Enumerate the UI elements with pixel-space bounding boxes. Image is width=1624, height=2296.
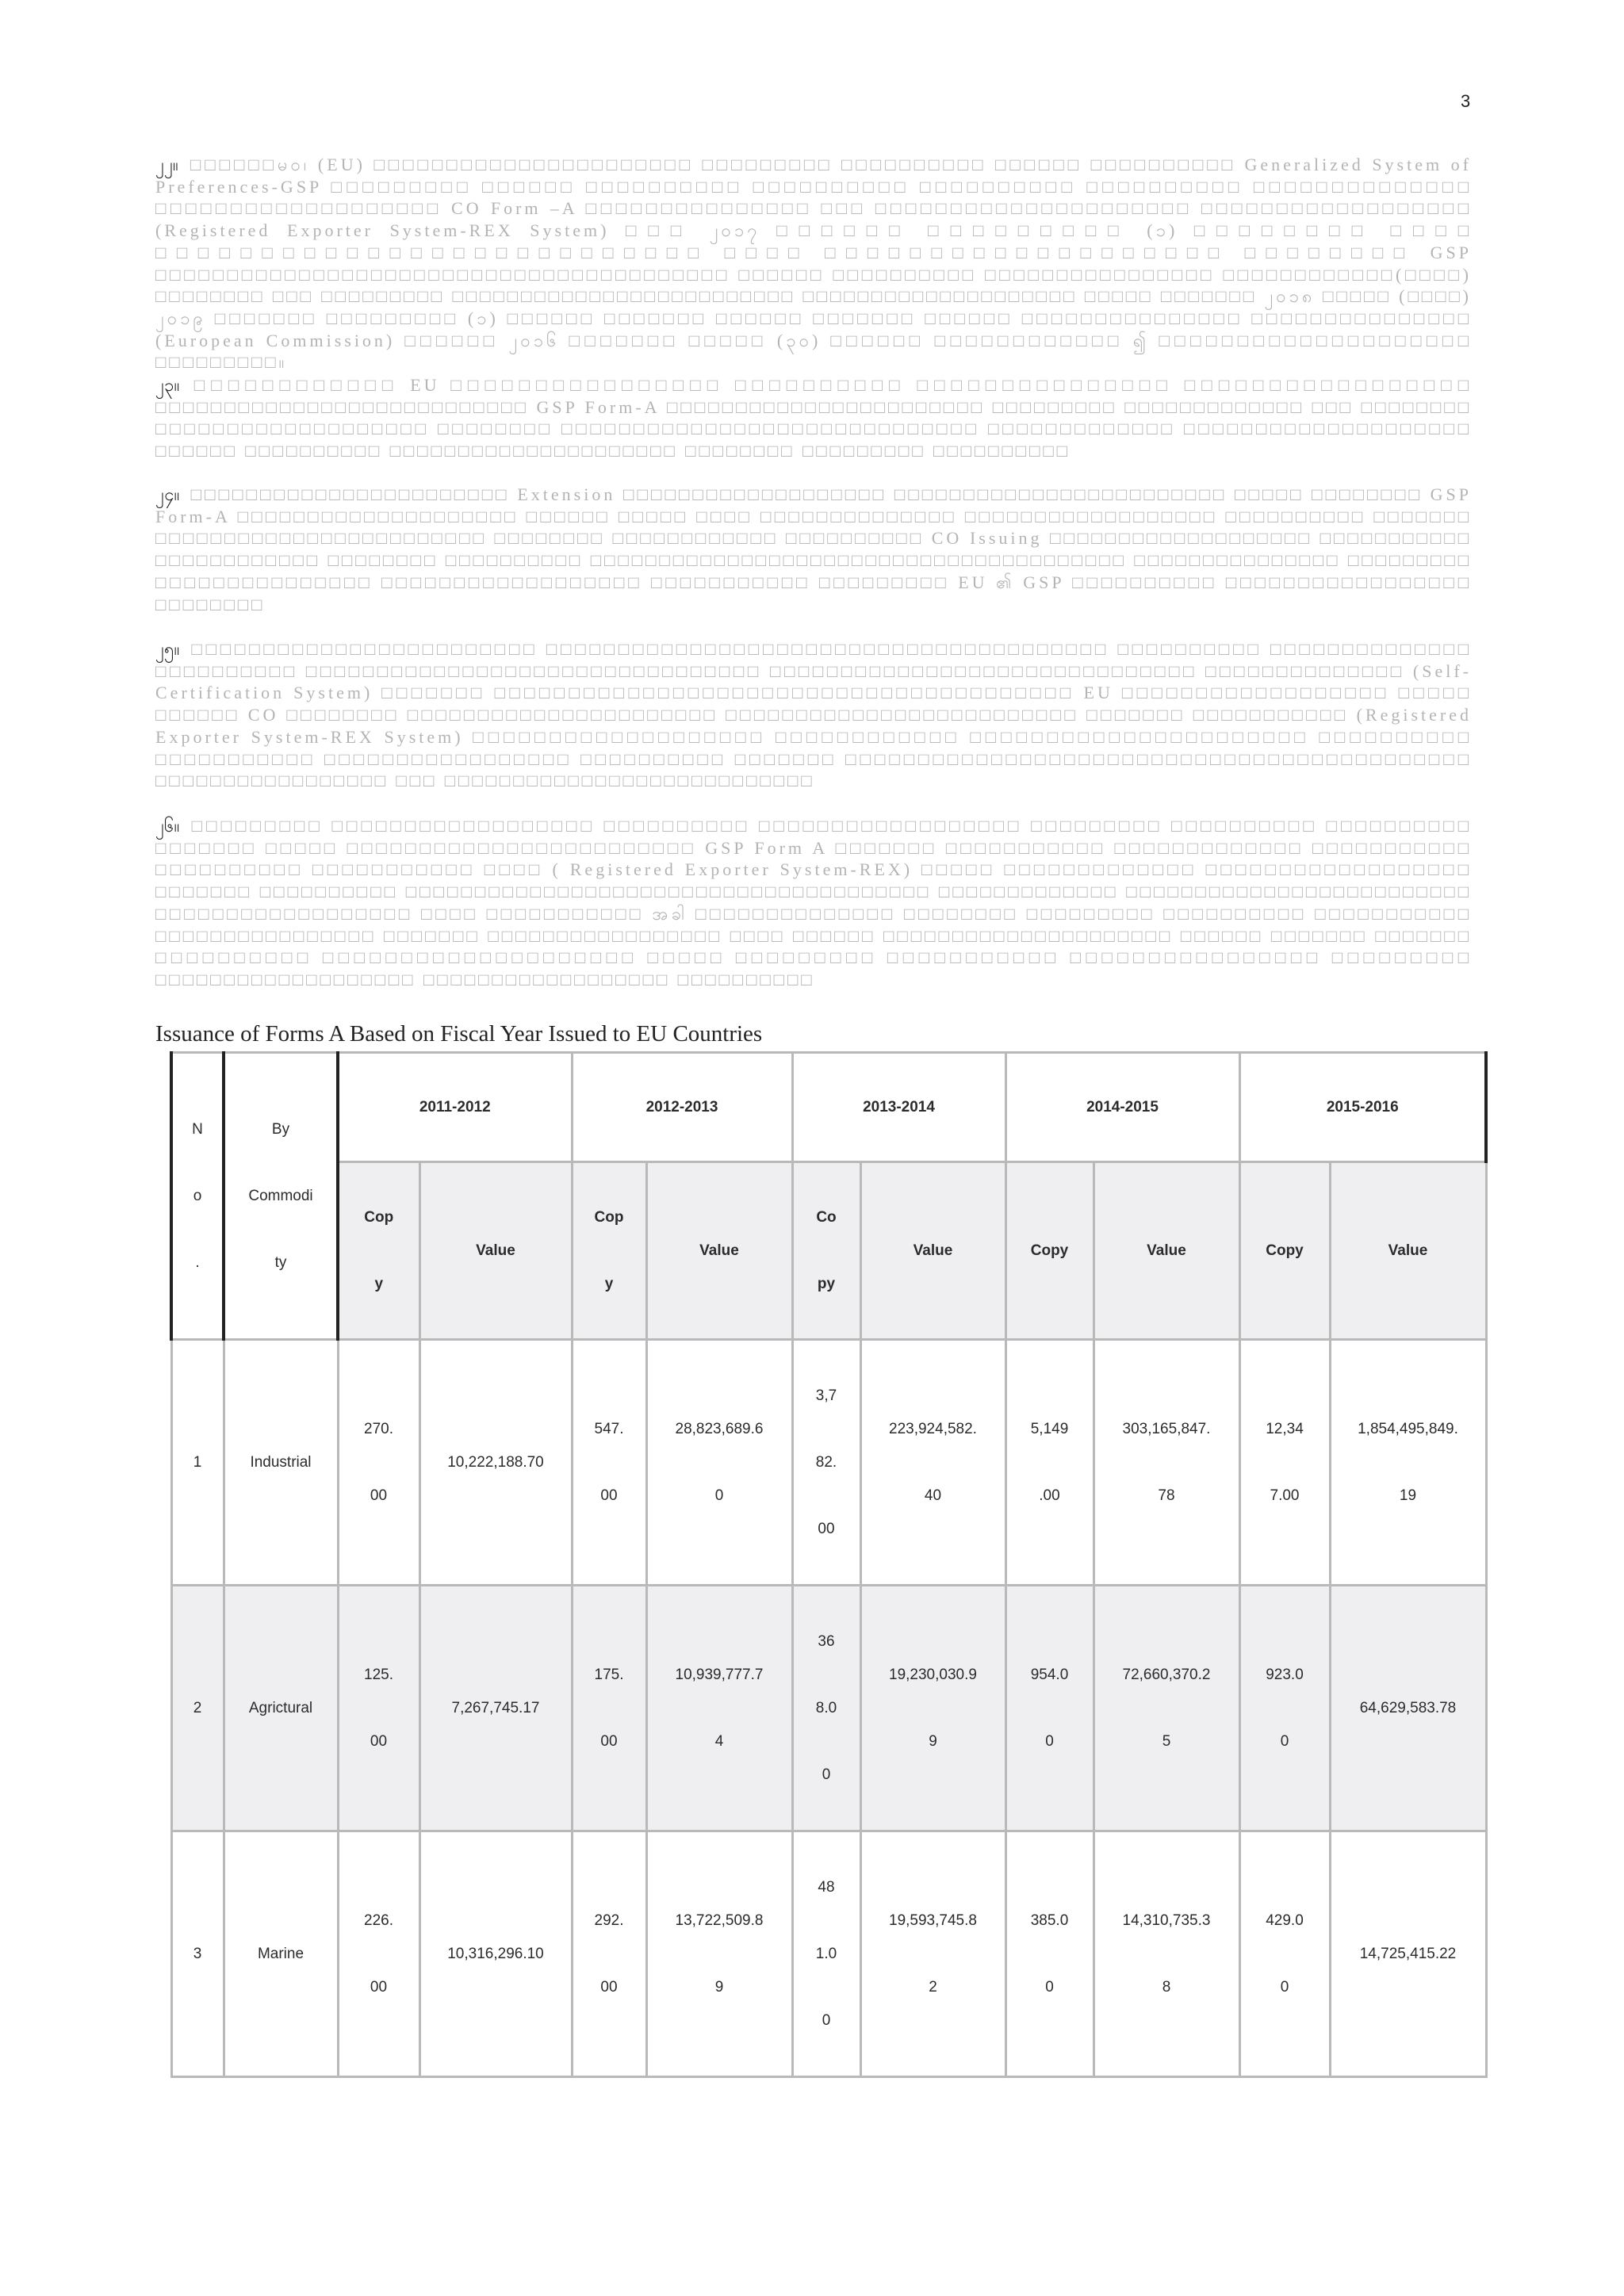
cell-line: 1,854,495,849. — [1358, 1420, 1458, 1437]
cell-line: 78 — [1158, 1487, 1175, 1504]
cell-line: 00 — [370, 1978, 388, 1996]
value-cell — [860, 1340, 1005, 1586]
cell-line: 8 — [1162, 1978, 1171, 1996]
header-line: Cop — [364, 1208, 394, 1226]
cell-line: 292. — [594, 1911, 624, 1929]
copy-cell — [338, 1831, 419, 2077]
paragraph-number: ၂၆။ — [155, 816, 180, 836]
cell-line: 8.0 — [815, 1699, 837, 1716]
copy-header — [338, 1162, 419, 1340]
cell-line: 0 — [822, 2011, 831, 2029]
copy-cell — [338, 1586, 419, 1831]
col-no-header — [171, 1053, 224, 1340]
copy-header — [792, 1162, 860, 1340]
value-cell: 7,267,745.17 — [419, 1586, 572, 1831]
paragraph-26 — [155, 815, 1472, 991]
value-cell: 10,316,296.10 — [419, 1831, 572, 2077]
value-cell — [1094, 1340, 1239, 1586]
header-line: Cop — [594, 1208, 624, 1226]
copy-cell — [572, 1340, 646, 1586]
header-line: o — [193, 1187, 202, 1204]
col-commodity-header — [224, 1053, 338, 1340]
cell-line: 175. — [594, 1666, 624, 1683]
value-cell — [1094, 1586, 1239, 1831]
cell-line: 19,230,030.9 — [889, 1666, 977, 1683]
cell-line: 40 — [924, 1487, 942, 1504]
paragraph-24 — [155, 484, 1472, 615]
copy-cell — [338, 1340, 419, 1586]
cell-line: 00 — [370, 1732, 388, 1750]
paragraph-text: □□□□□□□□□□□□ EU □□□□□□□□□□□□□□□□ □□□□□□□□□□ □□□□□□□□□□□□□□□ □□□□□□□□□□□□□□□□□ □□□□□□□□□□□□□□□□□□□□□□□□□□□ GSP Form-A □□□□□□□□□□□□□□□□□□□□□□□ □□□□□□□□□ □□□□□□□□□□□□□ □□□ □□□□□□□□ □□□□□□□□□□□□□□□□□□□ □□□□□□□□ □□□□□□□□□□□□□□□□□□□□□□□□□□□□□ □□□□□□□□□□□□□ □□□□□□□□□□□□□□□□□□□□ □□□□□□ □□□□□□□□□□ □□□□□□□□□□□□□□□□□□□□□ □□□□□□□□ □□□□□□□□□ □□□□□□□□□□ — [155, 375, 1472, 461]
cell-line: 12,34 — [1266, 1420, 1304, 1437]
cell-line: 19,593,745.8 — [889, 1911, 977, 1929]
cell-line: 00 — [600, 1978, 618, 1996]
copy-header — [572, 1162, 646, 1340]
commodity-cell: Agrictural — [224, 1586, 338, 1831]
value-cell — [646, 1586, 792, 1831]
cell-line: 923.0 — [1266, 1666, 1304, 1683]
header-line: y — [604, 1275, 614, 1292]
cell-line: 00 — [600, 1487, 618, 1504]
cell-line: 72,660,370.2 — [1122, 1666, 1211, 1683]
cell-line: 28,823,689.6 — [675, 1420, 764, 1437]
cell-line: .00 — [1039, 1487, 1060, 1504]
cell-line: 0 — [822, 1766, 831, 1783]
header-line: Co — [816, 1208, 837, 1226]
cell-line: 5 — [1162, 1732, 1171, 1750]
copy-cell — [1005, 1831, 1094, 2077]
cell-line: 3,7 — [815, 1387, 837, 1404]
year-header: 2012-2013 — [572, 1053, 792, 1162]
cell-line: 5,149 — [1030, 1420, 1069, 1437]
cell-line: 429.0 — [1266, 1911, 1304, 1929]
value-header: Value — [419, 1162, 572, 1340]
commodity-cell: Industrial — [224, 1340, 338, 1586]
row-number: 1 — [171, 1340, 224, 1586]
year-header: 2013-2014 — [792, 1053, 1005, 1162]
cell-line: 48 — [818, 1878, 835, 1896]
cell-line: 1.0 — [815, 1945, 837, 1962]
copy-cell — [572, 1586, 646, 1831]
copy-cell — [1005, 1586, 1094, 1831]
cell-line: 4 — [714, 1732, 724, 1750]
year-header: 2014-2015 — [1005, 1053, 1239, 1162]
paragraph-number: ၂၂။ — [155, 155, 178, 174]
subheader-row — [171, 1162, 1486, 1340]
copy-cell — [572, 1831, 646, 2077]
copy-cell — [792, 1586, 860, 1831]
cell-line: 00 — [818, 1520, 835, 1537]
year-header: 2011-2012 — [338, 1053, 572, 1162]
value-header: Value — [646, 1162, 792, 1340]
copy-cell — [1005, 1340, 1094, 1586]
copy-cell — [792, 1831, 860, 2077]
cell-line: 9 — [929, 1732, 937, 1750]
value-cell — [860, 1586, 1005, 1831]
year-header: 2015-2016 — [1239, 1053, 1486, 1162]
table-caption: Issuance of Forms A Based on Fiscal Year Issued to EU Countries — [155, 1021, 763, 1047]
copy-header: Copy — [1005, 1162, 1094, 1340]
cell-line: 10,939,777.7 — [675, 1666, 764, 1683]
cell-line: 954.0 — [1030, 1666, 1069, 1683]
commodity-cell: Marine — [224, 1831, 338, 2077]
copy-cell — [792, 1340, 860, 1586]
value-cell — [860, 1831, 1005, 2077]
header-line: By — [271, 1120, 290, 1138]
cell-line: 9 — [714, 1978, 724, 1996]
cell-line: 36 — [818, 1632, 835, 1650]
paragraph-23 — [155, 374, 1472, 462]
paragraph-text: □□□□□□မ၀၊ (EU) □□□□□□□□□□□□□□□□□□□□□□ □□□□□□□□□ □□□□□□□□□□ □□□□□□ □□□□□□□□□□ Generalized System of Preferences-GSP □□□□□□□□□ □□□□□□ □□□□□□□□□□ □□□□□□□□□□ □□□□□□□□□□ □□□□□□□□□□ □□□□□□□□□□□□□□ □□□□□□□□□□□□□□□□□□□ CO Form –A □□□□□□□□□□□□□□□ □□□ □□□□□□□□□□□□□□□□□□□□□ □□□□□□□□□□□□□□□□□□ (Registered Exporter System-REX System) □□□ ၂၀၁၇ □□□□□□ □□□□□□□□□ (၁) □□□□□□□□ □□□□ □□□□□□□□□□□□□□□□□□□□□□□□□□ □□□□ □□□□□□□□□□□□□□□□□□□ □□□□□□□□ GSP □□□□□□□□□□□□□□□□□□□□□□□□□□□□□□□□□□□□□□□□ □□□□□□ □□□□□□□□□□ □□□□□□□□□□□□□□□□ □□□□□□□□□□□□(□□□□) □□□□□□□□ □□□ □□□□□□□□□ □□□□□□□□□□□□□□□□□□□□□□□□□ □□□□□□□□□□□□□□□□□□□□ □□□□□ □□□□□□□ ၂၀၁၈ □□□□□ (□□□□) ၂၀၁၉ □□□□□□□ □□□□□□□□□ (၁) □□□□□□ □□□□□□□ □□□□□□ □□□□□□□ □□□□□□ □□□□□□□□□□□□□□□ □□□□□□□□□□□□□□□ (European Commission) □□□□□□ ၂၀၁၆ □□□□□□□ □□□□□ (၃၀) □□□□□□ □□□□□□□□□□□□ ၍ □□□□□□□□□□□□□□□□□□□□ □□□□□□□□□။ — [155, 155, 1472, 373]
cell-line: 14,310,735.3 — [1122, 1911, 1211, 1929]
value-header: Value — [1094, 1162, 1239, 1340]
cell-line: 0 — [1280, 1978, 1289, 1996]
cell-line: 125. — [364, 1666, 393, 1683]
value-cell: 64,629,583.78 — [1330, 1586, 1486, 1831]
copy-cell — [1239, 1586, 1330, 1831]
paragraph-number: ၂၄။ — [155, 484, 180, 504]
paragraph-text: □□□□□□□□□□□□□□□□□□□□□□□ Extension □□□□□□□□□□□□□□□□□□□ □□□□□□□□□□□□□□□□□□□□□□□□ □□□□□ □□□□□□□□ GSP Form-A □□□□□□□□□□□□□□□□□□□□ □□□□□□ □□□□□ □□□□ □□□□□□□□□□□□□□ □□□□□□□□□□□□□□□□□□ □□□□□□□□□□ □□□□□□□ □□□□□□□□□□□□□□□□□□□□□□□□ □□□□□□□□ □□□□□□□□□□□□ □□□□□□□□□□ CO Issuing □□□□□□□□□□□□□□□□□□□ □□□□□□□□□□□ □□□□□□□□□□□□ □□□□□□□□ □□□□□□□□□□ □□□□□□□□□□□□□□□□□□□□□□□□□□□□□□□□□□□□□□□ □□□□□□□□□□□□□□□ □□□□□□□□□ □□□□□□□□□□□□□□□ □□□□□□□□□□□□□□□□□□ □□□□□□□□□□□ □□□□□□□□□ EU ၏ GSP □□□□□□□□□□ □□□□□□□□□□□□□□□□□ □□□□□□□□ — [155, 484, 1472, 614]
table-row — [171, 1340, 1486, 1586]
value-cell — [646, 1831, 792, 2077]
cell-line: 0 — [1280, 1732, 1289, 1750]
cell-line: 385.0 — [1030, 1911, 1069, 1929]
paragraph-text: □□□□□□□□□ □□□□□□□□□□□□□□□□□□ □□□□□□□□□□ □□□□□□□□□□□□□□□□□□ □□□□□□□□□ □□□□□□□□□□ □□□□□□□□□□ □□□□□□□ □□□□□ □□□□□□□□□□□□□□□□□□□□□□□□ GSP Form A □□□□□□□ □□□□□□□□□□□ □□□□□□□□□□□□□ □□□□□□□□□□□ □□□□□□□□□□ □□□□□□□□□□□ □□□□ ( Registered Exporter System-REX) □□□□□ □□□□□□□□□□□□□ □□□□□□□□□□□□□□□□□□ □□□□□□□ □□□□□□□□□□ □□□□□□□□□□□□□□□□□□□□□□□□□□□□□□□□□□□□□□ □□□□□□□□□□□□□ □□□□□□□□□□□□□□□□□□□□□□□□□ □□□□□□□□□□□□□□□□□□ □□□□ □□□□□□□□□□□ အခါ □□□□□□□□□□□□□□ □□□□□□□□ □□□□□□□□□ □□□□□□□□□□ □□□□□□□□□□□ □□□□□□□□□□□□□□□□ □□□□□□□ □□□□□□□□□□□□□□□□□ □□□□ □□□□□□ □□□□□□□□□□□□□□□□□□□□□ □□□□□□ □□□□□□□ □□□□□□□ □□□□□□□□□□ □□□□□□□□□□□□□□□□□□□□ □□□□□ □□□□□□□□□ □□□□□□□□□□□ □□□□□□□□□□□□□□□□ □□□□□□□□□ □□□□□□□□□□□□□□□□□□□ □□□□□□□□□□□□□□□□□□ □□□□□□□□□□ — [155, 816, 1472, 989]
paragraph-text: □□□□□□□□□□□□□□□□□□□□□□□□ □□□□□□□□□□□□□□□□□□□□□□□□□□□□□□□□□□□□□□□ □□□□□□□□□□ □□□□□□□□□□□□□□ □□□□□□□□□□ □□□□□□□□□□□□□□□□□□□□□□□□□□□□□□□□ □□□□□□□□□□□□□□□□□□□□□□□□□□□□□□ □□□□□□□□□□□□□□ (Self-Certification System) □□□□□□□ □□□□□□□□□□□□□□□□□□□□□□□□□□□□□□□□□□□□□□□ EU □□□□□□□□□□□□□□□□□□ □□□□□ □□□□□□ CO □□□□□□□□ □□□□□□□□□□□□□□□□□□□□□□ □□□□□□□□□□□□□□□□□□□□□□□□□ □□□□□□□ □□□□□□□□□□□ (Registered Exporter System-REX System) □□□□□□□□□□□□□□□□□□□ □□□□□□□□□□□□ □□□□□□□□□□□□□□□□□□□□□□ □□□□□□□□□□ □□□□□□□□□□□ □□□□□□□□□□□□□□□□□ □□□□□□□□□□ □□□□□□□ □□□□□□□□□□□□□□□□□□□□□□□□□□□□□□□□□□□□□□□□□□□ □□□□□□□□□□□□□□□□□ □□□ □□□□□□□□□□□□□□□□□□□□□□□□□□□ — [155, 639, 1472, 791]
forms-a-table — [170, 1051, 1488, 2078]
year-header-row — [171, 1053, 1486, 1162]
cell-line: 19 — [1399, 1487, 1417, 1504]
value-header: Value — [860, 1162, 1005, 1340]
row-number: 3 — [171, 1831, 224, 2077]
cell-line: 7.00 — [1270, 1487, 1300, 1504]
table-row — [171, 1586, 1486, 1831]
cell-line: 0 — [1045, 1978, 1054, 1996]
value-cell — [646, 1340, 792, 1586]
paragraph-25 — [155, 638, 1472, 792]
cell-line: 270. — [364, 1420, 393, 1437]
header-line: py — [817, 1275, 836, 1292]
copy-header: Copy — [1239, 1162, 1330, 1340]
cell-line: 223,924,582. — [889, 1420, 977, 1437]
paragraph-22 — [155, 154, 1472, 373]
header-line: . — [195, 1253, 200, 1271]
row-number: 2 — [171, 1586, 224, 1831]
value-cell — [1330, 1340, 1486, 1586]
copy-cell — [1239, 1831, 1330, 2077]
header-line: y — [374, 1275, 384, 1292]
cell-line: 82. — [815, 1453, 837, 1471]
page-number: 3 — [1461, 91, 1471, 111]
paragraph-number: ၂၃။ — [155, 375, 180, 395]
copy-cell — [1239, 1340, 1330, 1586]
cell-line: 2 — [929, 1978, 937, 1996]
cell-line: 303,165,847. — [1122, 1420, 1211, 1437]
cell-line: 547. — [594, 1420, 624, 1437]
cell-line: 00 — [600, 1732, 618, 1750]
cell-line: 0 — [714, 1487, 724, 1504]
cell-line: 0 — [1045, 1732, 1054, 1750]
paragraph-number: ၂၅။ — [155, 639, 180, 659]
value-cell — [1094, 1831, 1239, 2077]
value-cell: 10,222,188.70 — [419, 1340, 572, 1586]
value-cell: 14,725,415.22 — [1330, 1831, 1486, 2077]
header-line: Commodi — [248, 1187, 313, 1204]
header-line: N — [192, 1120, 203, 1138]
cell-line: 00 — [370, 1487, 388, 1504]
header-line: ty — [274, 1253, 287, 1271]
cell-line: 13,722,509.8 — [675, 1911, 764, 1929]
table-row — [171, 1831, 1486, 2077]
cell-line: 226. — [364, 1911, 393, 1929]
value-header: Value — [1330, 1162, 1486, 1340]
